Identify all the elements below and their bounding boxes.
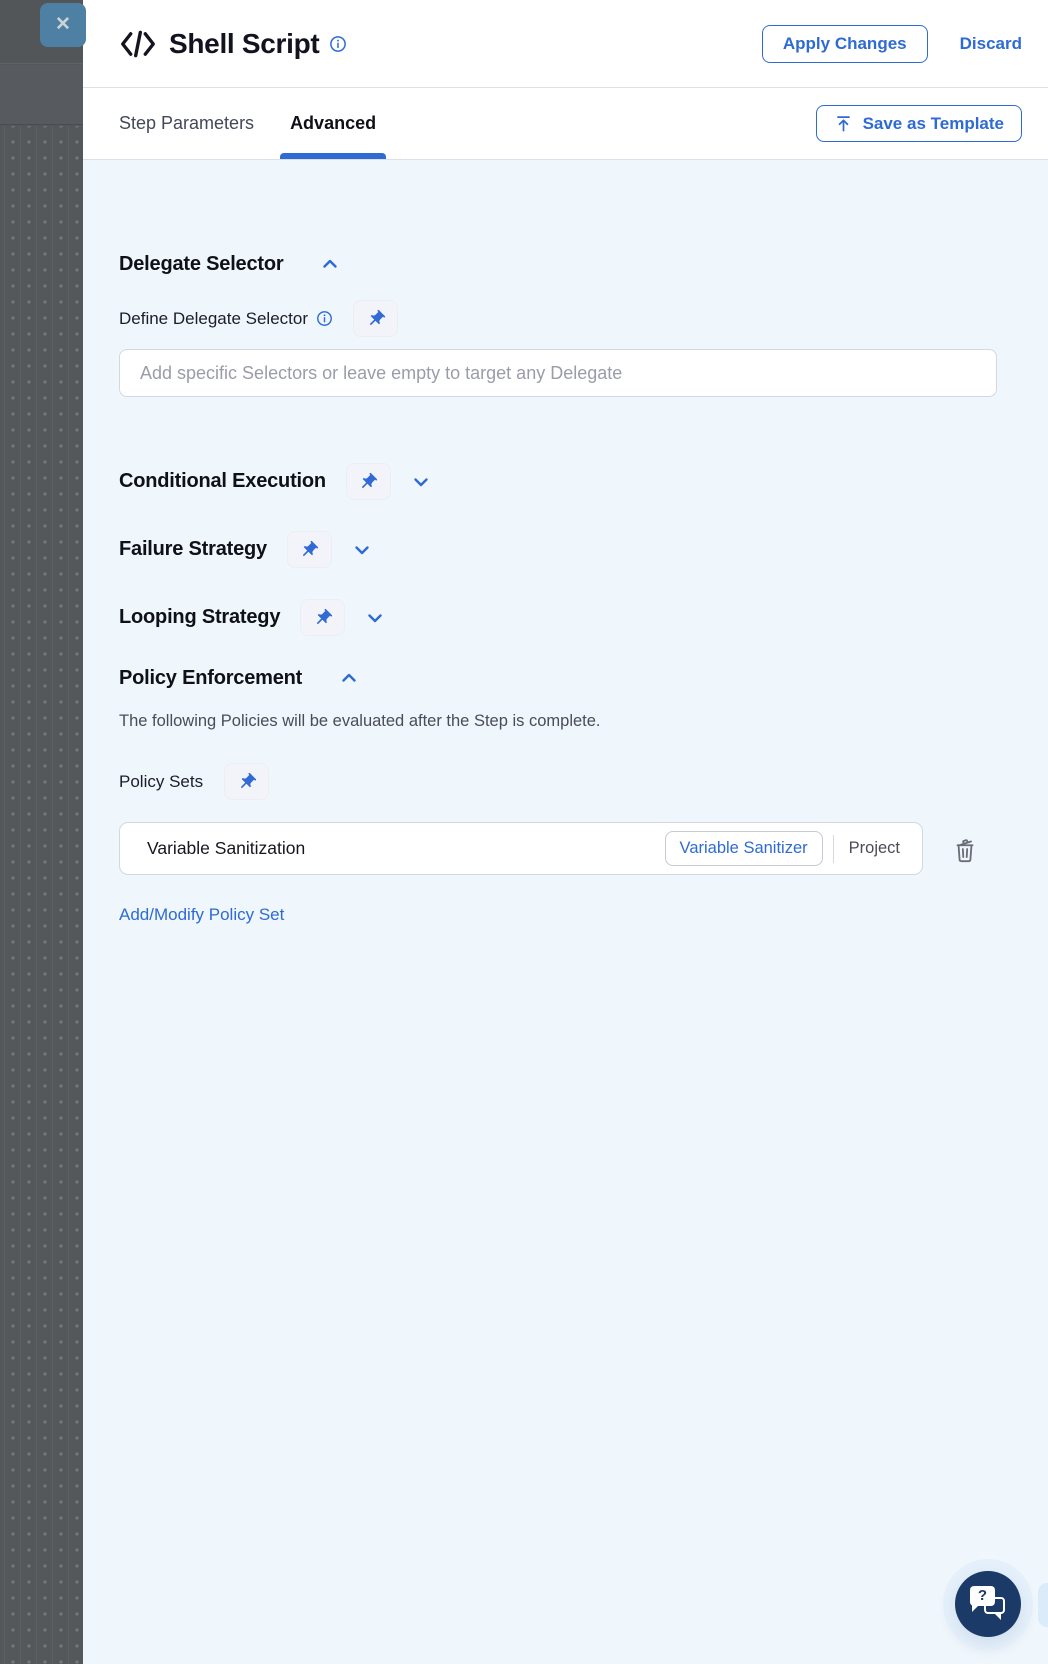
expand-failure-strategy-button[interactable] bbox=[350, 538, 374, 562]
info-icon[interactable] bbox=[329, 35, 347, 53]
discard-button[interactable]: Discard bbox=[959, 33, 1022, 53]
tab-advanced[interactable] bbox=[280, 88, 386, 159]
panel-header bbox=[83, 0, 1048, 88]
add-modify-policy-set-link[interactable]: Add/Modify Policy Set bbox=[119, 905, 285, 924]
pin-conditional-execution-button[interactable] bbox=[346, 463, 391, 500]
policy-set-card bbox=[119, 822, 923, 875]
expand-conditional-execution-button[interactable] bbox=[409, 470, 433, 494]
pin-looping-strategy-button[interactable] bbox=[300, 599, 345, 636]
pin-failure-strategy-button[interactable] bbox=[287, 531, 332, 568]
tab-label: Advanced bbox=[290, 113, 377, 133]
canvas-dot-grid bbox=[0, 126, 83, 1664]
section-title-failure-strategy: Failure Strategy bbox=[119, 538, 267, 560]
section-title-looping-strategy: Looping Strategy bbox=[119, 606, 281, 628]
section-title-conditional-execution: Conditional Execution bbox=[119, 470, 326, 492]
active-tab-underline bbox=[280, 153, 386, 159]
define-delegate-selector-label: Define Delegate Selector bbox=[119, 308, 309, 328]
chevron-down-icon bbox=[363, 606, 387, 630]
advanced-tab-content bbox=[83, 252, 1048, 925]
pin-icon bbox=[358, 472, 378, 492]
canvas-header-band bbox=[0, 65, 83, 125]
policy-scope-label: Project bbox=[848, 839, 900, 857]
pin-policy-sets-button[interactable] bbox=[224, 763, 269, 800]
tab-bar bbox=[83, 88, 1048, 160]
define-delegate-selector-row bbox=[119, 300, 1048, 337]
chevron-up-icon bbox=[337, 666, 361, 690]
pin-delegate-selector-button[interactable] bbox=[353, 300, 398, 337]
tab-step-parameters[interactable] bbox=[119, 88, 254, 159]
step-config-panel bbox=[83, 0, 1048, 1664]
delegate-selector-input[interactable] bbox=[119, 349, 997, 397]
policy-set-meta bbox=[665, 831, 906, 866]
offscreen-fab-edge bbox=[1038, 1583, 1048, 1627]
save-as-template-button[interactable] bbox=[816, 105, 1022, 142]
chevron-down-icon bbox=[409, 470, 433, 494]
tab-label: Step Parameters bbox=[119, 113, 255, 133]
help-chat-fab[interactable] bbox=[955, 1571, 1021, 1637]
save-as-template-label: Save as Template bbox=[862, 113, 1004, 133]
upload-icon bbox=[834, 114, 853, 133]
expand-looping-strategy-button[interactable] bbox=[363, 606, 387, 630]
chevron-down-icon bbox=[350, 538, 374, 562]
trash-icon bbox=[952, 835, 978, 863]
policy-set-item-row bbox=[119, 822, 1048, 875]
chat-question-icon: ? bbox=[970, 1586, 995, 1606]
pin-icon bbox=[366, 309, 386, 329]
looping-strategy-row bbox=[119, 599, 1048, 636]
conditional-execution-row bbox=[119, 463, 1048, 500]
pin-icon bbox=[313, 608, 333, 628]
policy-badge: Variable Sanitizer bbox=[665, 831, 823, 866]
collapse-policy-enforcement-button[interactable] bbox=[337, 666, 361, 690]
policy-sets-label: Policy Sets bbox=[119, 771, 204, 791]
code-icon bbox=[119, 28, 157, 60]
pin-icon bbox=[237, 772, 257, 792]
apply-changes-button[interactable]: Apply Changes bbox=[762, 25, 928, 63]
section-title-delegate-selector: Delegate Selector bbox=[119, 252, 284, 275]
delete-policy-set-button[interactable] bbox=[952, 835, 978, 863]
policy-set-name: Variable Sanitization bbox=[147, 838, 306, 858]
pin-icon bbox=[299, 540, 319, 560]
chevron-up-icon bbox=[318, 252, 342, 276]
collapse-delegate-selector-button[interactable] bbox=[318, 252, 342, 276]
close-icon: ✕ bbox=[55, 14, 71, 35]
policy-enforcement-header bbox=[119, 666, 1048, 690]
failure-strategy-row bbox=[119, 531, 1048, 568]
page-title: Shell Script bbox=[169, 27, 320, 59]
info-icon[interactable] bbox=[316, 310, 333, 327]
policy-description: The following Policies will be evaluated after the Step is complete. bbox=[119, 712, 601, 730]
pipeline-canvas-background bbox=[0, 0, 83, 1664]
delegate-selector-header bbox=[119, 252, 1048, 276]
policy-sets-row bbox=[119, 763, 1048, 800]
section-title-policy-enforcement: Policy Enforcement bbox=[119, 666, 303, 689]
close-panel-button[interactable] bbox=[40, 3, 86, 47]
